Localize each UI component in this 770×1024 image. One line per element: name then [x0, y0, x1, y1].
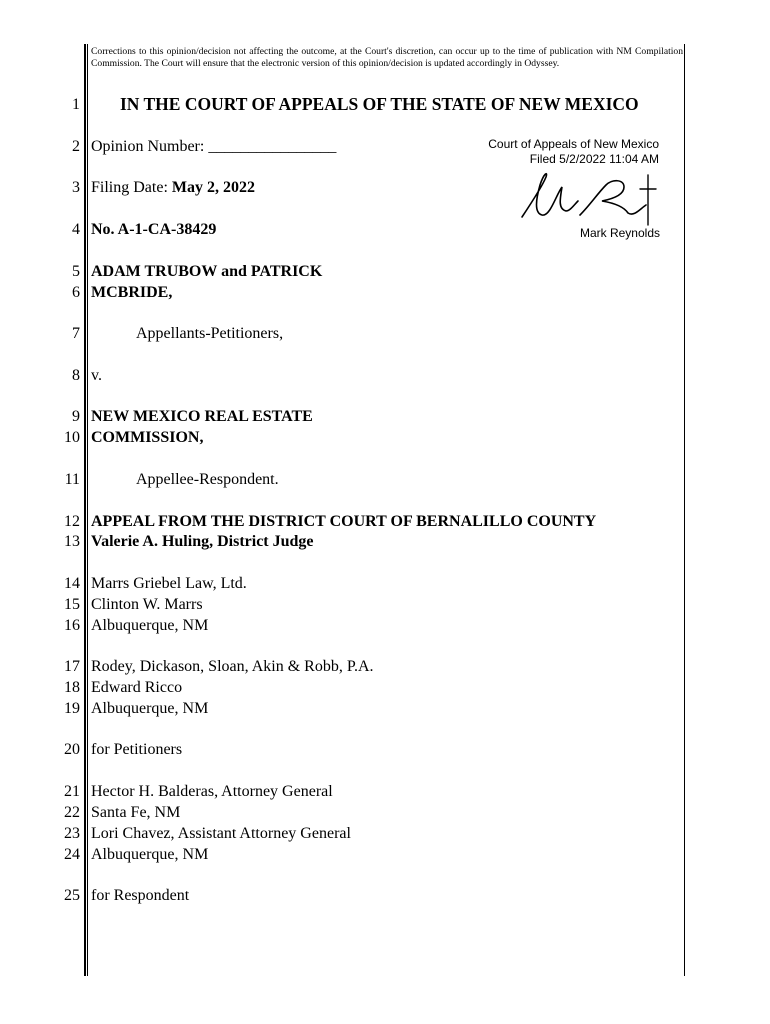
line-number: 14 [64, 575, 80, 592]
versus: v. [91, 367, 102, 384]
counsel-line: Albuquerque, NM [91, 617, 209, 634]
line-number: 9 [72, 408, 80, 425]
filing-date [91, 178, 255, 197]
line-number: 10 [64, 429, 80, 446]
line-number: 8 [72, 367, 80, 384]
appellee-role: Appellee-Respondent. [136, 471, 279, 488]
line-number: 7 [72, 325, 80, 342]
counsel-line: Marrs Griebel Law, Ltd. [91, 575, 247, 592]
counsel-for-respondent: for Respondent [91, 887, 190, 904]
court-title: IN THE COURT OF APPEALS OF THE STATE OF NEW MEXICO [120, 94, 639, 114]
line-number: 17 [64, 658, 80, 675]
counsel-line: Edward Ricco [91, 679, 183, 696]
counsel-line: Albuquerque, NM [91, 700, 209, 717]
signer-name: Mark Reynolds [579, 226, 660, 240]
left-margin-rule [84, 44, 86, 976]
district-judge: Valerie A. Huling, District Judge [91, 533, 314, 550]
counsel-line: Lori Chavez, Assistant Attorney General [91, 825, 351, 842]
line-number: 5 [72, 263, 80, 280]
opinion-number: Opinion Number: ________________ [91, 138, 337, 155]
line-number: 1 [72, 96, 80, 113]
line-number: 4 [72, 221, 80, 238]
left-margin-rule-inner [87, 44, 88, 976]
line-number: 16 [64, 617, 80, 634]
line-number: 15 [64, 596, 80, 613]
stamp-court: Court of Appeals of New Mexico [488, 137, 659, 151]
signature-icon [516, 165, 666, 229]
docket-number: No. A-1-CA-38429 [91, 221, 217, 238]
counsel-line: Rodey, Dickason, Sloan, Akin & Robb, P.A. [91, 658, 374, 675]
filing-date-label: Filing Date: [91, 179, 172, 196]
appellants-name: ADAM TRUBOW and PATRICK [91, 263, 323, 280]
appellants-name-cont: MCBRIDE, [91, 284, 173, 301]
line-number: 3 [72, 179, 80, 196]
line-number: 6 [72, 284, 80, 301]
appellants-role: Appellants-Petitioners, [136, 325, 284, 342]
line-number: 23 [64, 825, 80, 842]
line-number: 18 [64, 679, 80, 696]
counsel-line: Albuquerque, NM [91, 846, 209, 863]
line-number: 19 [64, 700, 80, 717]
filing-date-value: May 2, 2022 [171, 179, 255, 196]
appellee-name-cont: COMMISSION, [91, 429, 204, 446]
line-number: 24 [64, 846, 80, 863]
line-number: 22 [64, 804, 80, 821]
line-number: 2 [72, 138, 80, 155]
counsel-for-petitioners: for Petitioners [91, 741, 183, 758]
counsel-line: Hector H. Balderas, Attorney General [91, 783, 333, 800]
counsel-line: Santa Fe, NM [91, 804, 181, 821]
line-number: 21 [64, 783, 80, 800]
line-number: 25 [64, 887, 80, 904]
appellee-name: NEW MEXICO REAL ESTATE [91, 408, 313, 425]
line-number: 20 [64, 741, 80, 758]
line-number: 12 [64, 513, 80, 530]
line-number: 13 [64, 533, 80, 550]
right-margin-rule [684, 44, 685, 976]
corrections-notice: Corrections to this opinion/decision not affecting the outcome, at the Court's discretion, can occur up to the time of publication with NM Compilation Commission. The Court will ensure that the electronic version of this opinion/decision is updated accordingly in Odyssey. [91, 46, 683, 69]
line-number: 11 [64, 471, 80, 488]
filing-stamp [440, 137, 659, 167]
appeal-heading: APPEAL FROM THE DISTRICT COURT OF BERNALILLO COUNTY [91, 513, 597, 530]
counsel-line: Clinton W. Marrs [91, 596, 203, 613]
stamp-filed: Filed 5/2/2022 11:04 AM [529, 152, 659, 166]
